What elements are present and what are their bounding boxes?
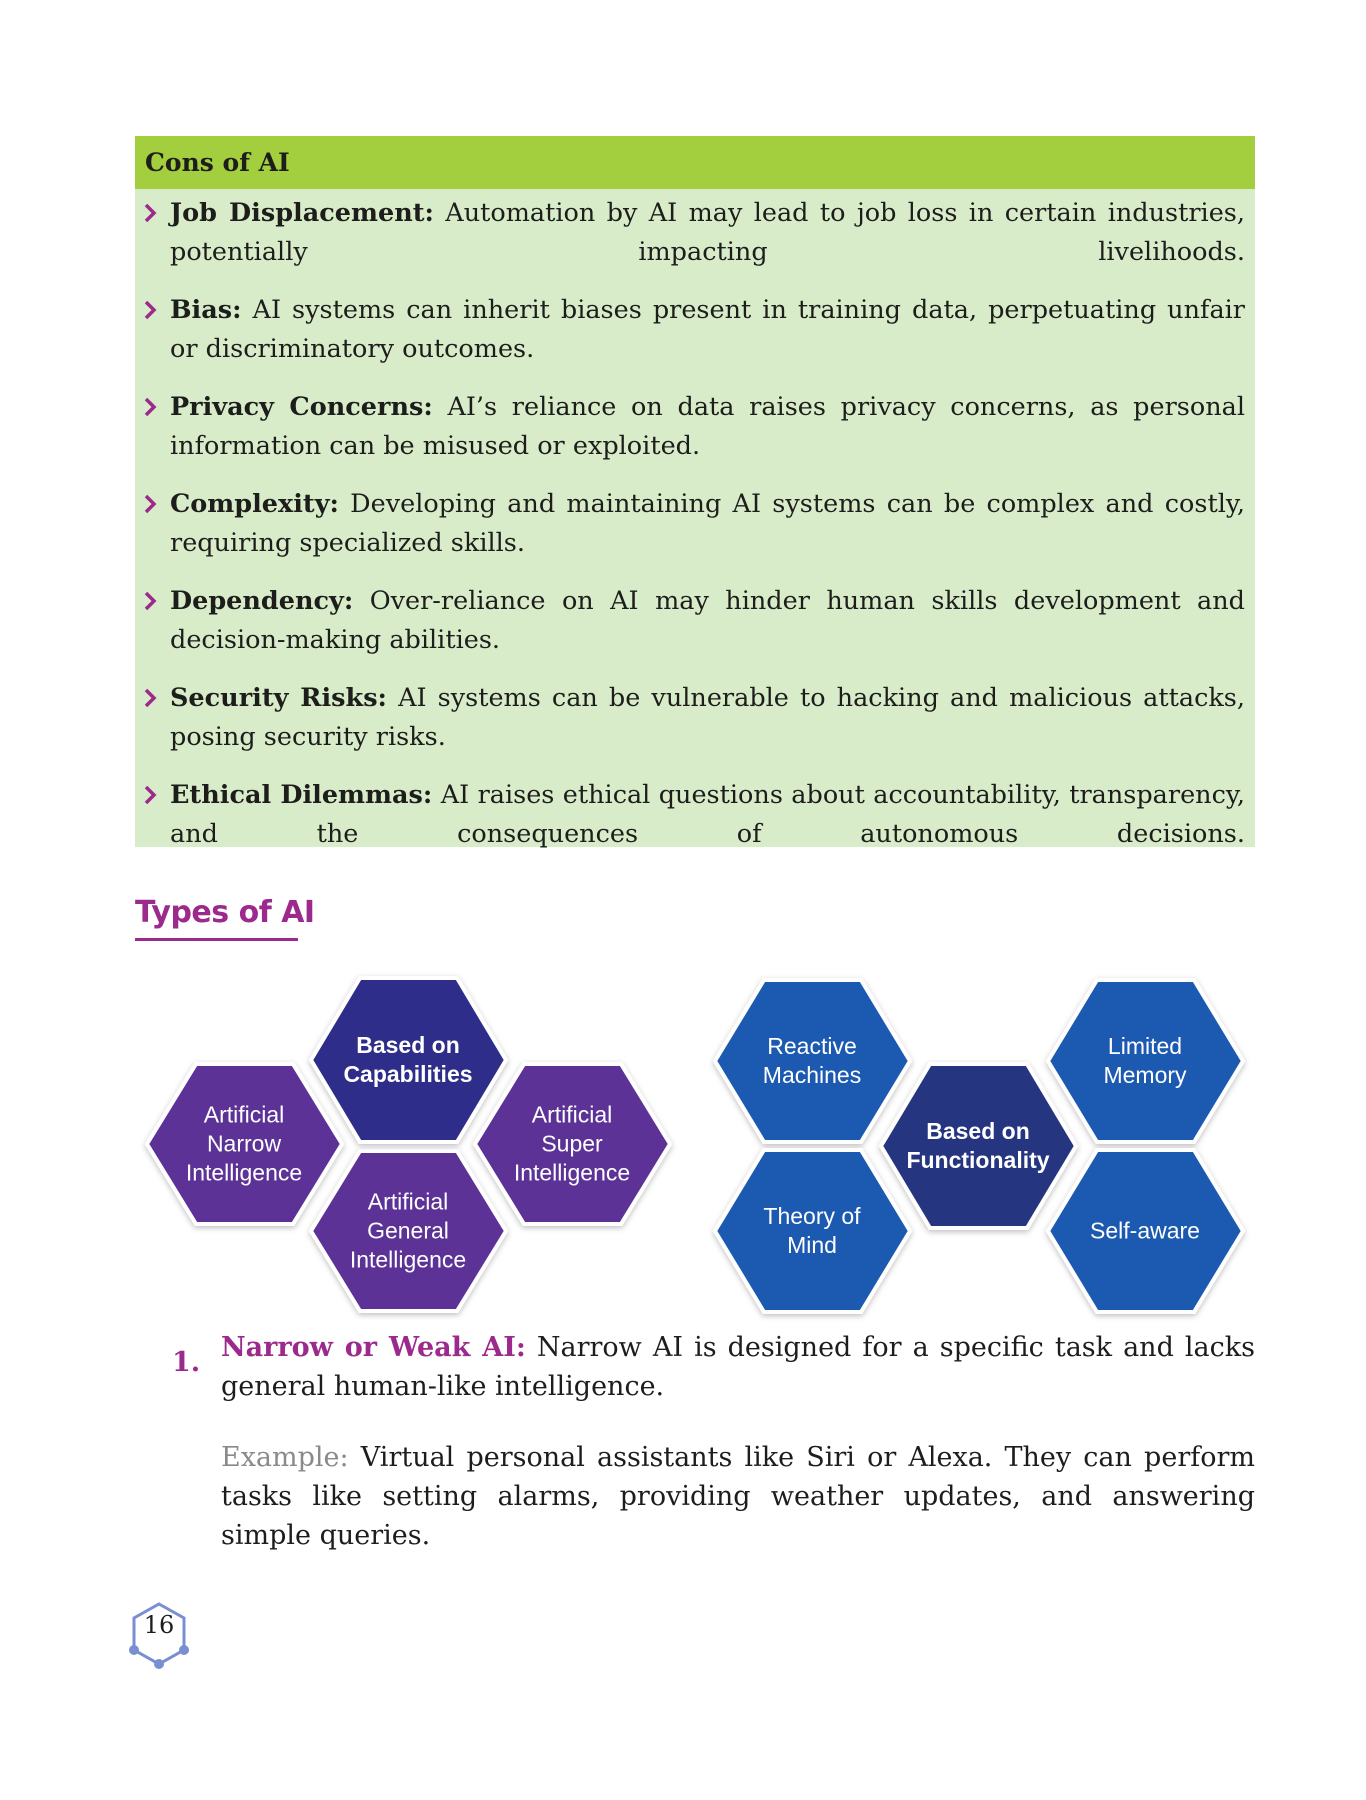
cons-text: Over-reliance on AI may hinder human skills development and decision-making abilities. xyxy=(170,586,1245,655)
hex-label-artificial-narrow-intelligence: Artificial Narrow Intelligence xyxy=(185,1101,303,1186)
cons-text: AI’s reliance on data raises privacy concerns, as personal information can be misused or exploited. xyxy=(170,392,1245,461)
narrow-ai-example xyxy=(221,1438,1255,1555)
cons-header: Cons of AI xyxy=(135,136,1255,189)
cons-text: AI systems can be vulnerable to hacking and malicious attacks, posing security risks. xyxy=(170,683,1245,752)
narrow-ai-definition xyxy=(221,1328,1255,1406)
hex-label-artificial-general-intelligence: Artificial General Intelligence xyxy=(349,1188,467,1273)
example-label: Example: xyxy=(221,1442,349,1473)
cons-term: Job Displacement: xyxy=(170,198,434,228)
hex-label-theory-of-mind: Theory of Mind xyxy=(763,1203,861,1258)
cons-term: Complexity: xyxy=(170,489,339,519)
cons-term: Ethical Dilemmas: xyxy=(170,780,433,810)
cons-term: Security Risks: xyxy=(170,683,387,713)
hex-label-based-on-capabilities: Based on Capabilities xyxy=(343,1032,473,1087)
cons-text: AI raises ethical questions about accountability, transparency, and the consequences of autonomous decisions. xyxy=(170,780,1245,849)
narrow-ai-term: Narrow or Weak AI: xyxy=(221,1332,526,1363)
example-text: Virtual personal assistants like Siri or Alexa. They can perform tasks like setting alarms, providing weather updates, and answering simple queries. xyxy=(221,1442,1255,1551)
page-number: 16 xyxy=(143,1611,175,1639)
hex-label-based-on-functionality: Based on Functionality xyxy=(906,1118,1050,1173)
list-number: 1. xyxy=(172,1347,201,1378)
hex-label-reactive-machines: Reactive Machines xyxy=(762,1033,862,1088)
hex-label-limited-memory: Limited Memory xyxy=(1103,1033,1187,1088)
cons-term: Dependency: xyxy=(170,586,354,616)
narrow-ai-text: Narrow AI is designed for a specific task and lacks general human-like intelligence. xyxy=(221,1332,1255,1402)
hex-label-artificial-super-intelligence: Artificial Super Intelligence xyxy=(513,1101,631,1186)
hex-label-self-aware: Self-aware xyxy=(1090,1217,1200,1244)
cons-term: Bias: xyxy=(170,295,242,325)
cons-text: AI systems can inherit biases present in training data, perpetuating unfair or discriminatory outcomes. xyxy=(170,295,1245,364)
types-of-ai-heading: Types of AI xyxy=(135,895,315,930)
cons-text: Developing and maintaining AI systems can be complex and costly, requiring specialized skills. xyxy=(170,489,1245,558)
cons-term: Privacy Concerns: xyxy=(170,392,433,422)
cons-text: Automation by AI may lead to job loss in certain industries, potentially impacting livelihoods. xyxy=(170,198,1245,267)
